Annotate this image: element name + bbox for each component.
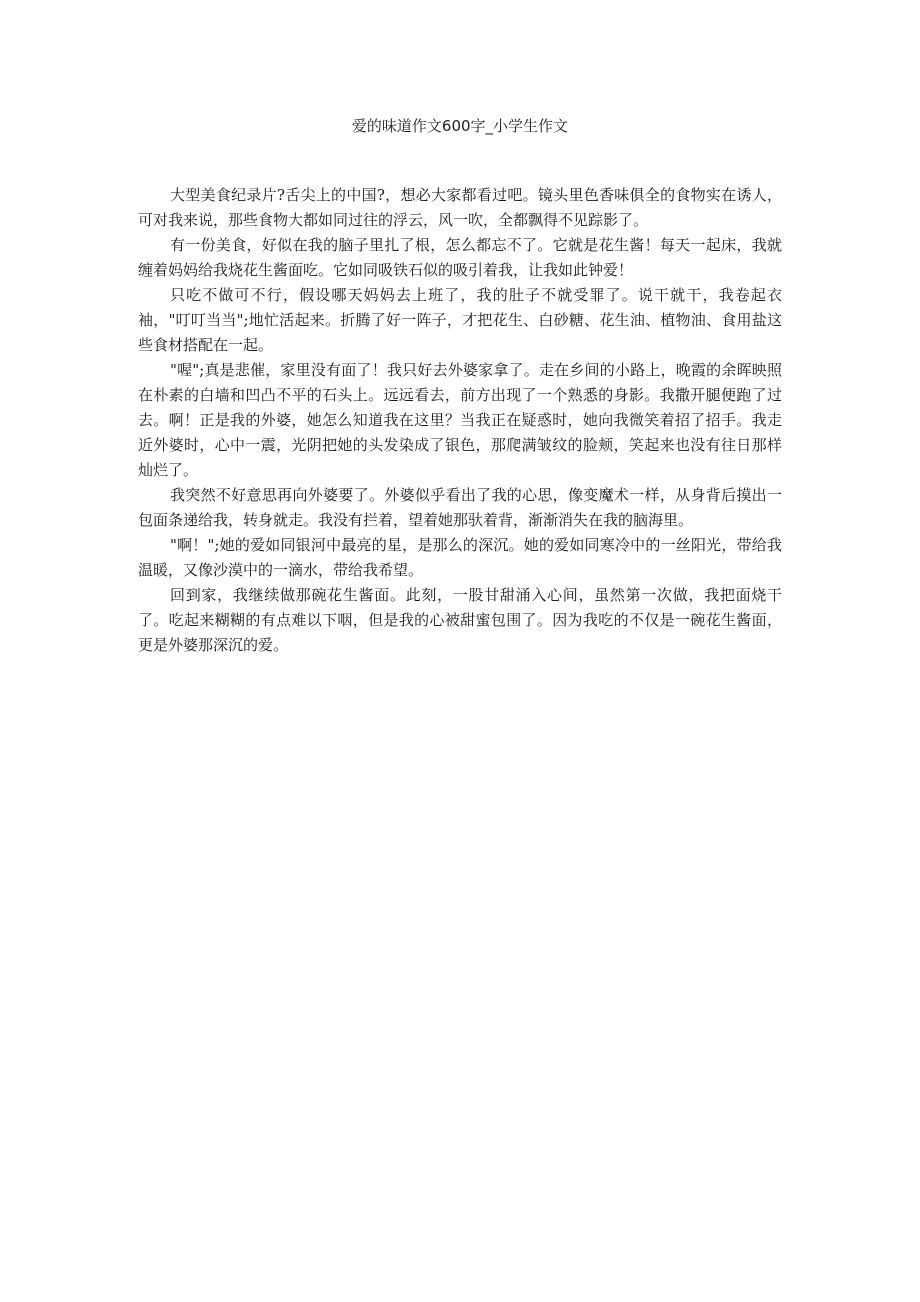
document-body bbox=[138, 183, 782, 658]
paragraph-4: "喔";真是悲催，家里没有面了！我只好去外婆家拿了。走在乡间的小路上，晚霞的余晖映照在朴素的白墙和凹凸不平的石头上。远远看去，前方出现了一个熟悉的身影。我撒开腿便跑了过去。啊！正是我的外婆，她怎么知道我在这里？当我正在疑惑时，她向我微笑着招了招手。我走近外婆时，心中一震，光阴把她的头发染成了银色，那爬满皱纹的脸颊，笑起来也没有往日那样灿烂了。 bbox=[138, 361, 782, 479]
paragraph-1: 大型美食纪录片?舌尖上的中国?，想必大家都看过吧。镜头里色香味俱全的食物实在诱人，可对我来说，那些食物大都如同过往的浮云，风一吹，全都飘得不见踪影了。 bbox=[138, 186, 782, 229]
paragraph-3: 只吃不做可不行，假设哪天妈妈去上班了，我的肚子不就受罪了。说干就干，我卷起衣袖，"叮叮当当";地忙活起来。折腾了好一阵子，才把花生、白砂糖、花生油、植物油、食用盐这些食材搭配在一起。 bbox=[138, 286, 782, 354]
paragraph-5: 我突然不好意思再向外婆要了。外婆似乎看出了我的心思，像变魔术一样，从身背后摸出一包面条递给我，转身就走。我没有拦着，望着她那驮着背，渐渐消失在我的脑海里。 bbox=[138, 486, 782, 529]
paragraph-7: 回到家，我继续做那碗花生酱面。此刻，一股甘甜涌入心间，虽然第一次做，我把面烧干了。吃起来糊糊的有点难以下咽，但是我的心被甜蜜包围了。因为我吃的不仅是一碗花生酱面，更是外婆那深沉的爱。 bbox=[138, 586, 782, 654]
paragraph-6: "啊！";她的爱如同银河中最亮的星，是那么的深沉。她的爱如同寒冷中的一丝阳光，带给我温暖，又像沙漠中的一滴水，带给我希望。 bbox=[138, 536, 782, 579]
document-title: 爱的味道作文600字_小学生作文 bbox=[351, 117, 569, 135]
paragraph-2: 有一份美食，好似在我的脑子里扎了根，怎么都忘不了。它就是花生酱！每天一起床，我就缠着妈妈给我烧花生酱面吃。它如同吸铁石似的吸引着我，让我如此钟爱！ bbox=[138, 236, 782, 279]
